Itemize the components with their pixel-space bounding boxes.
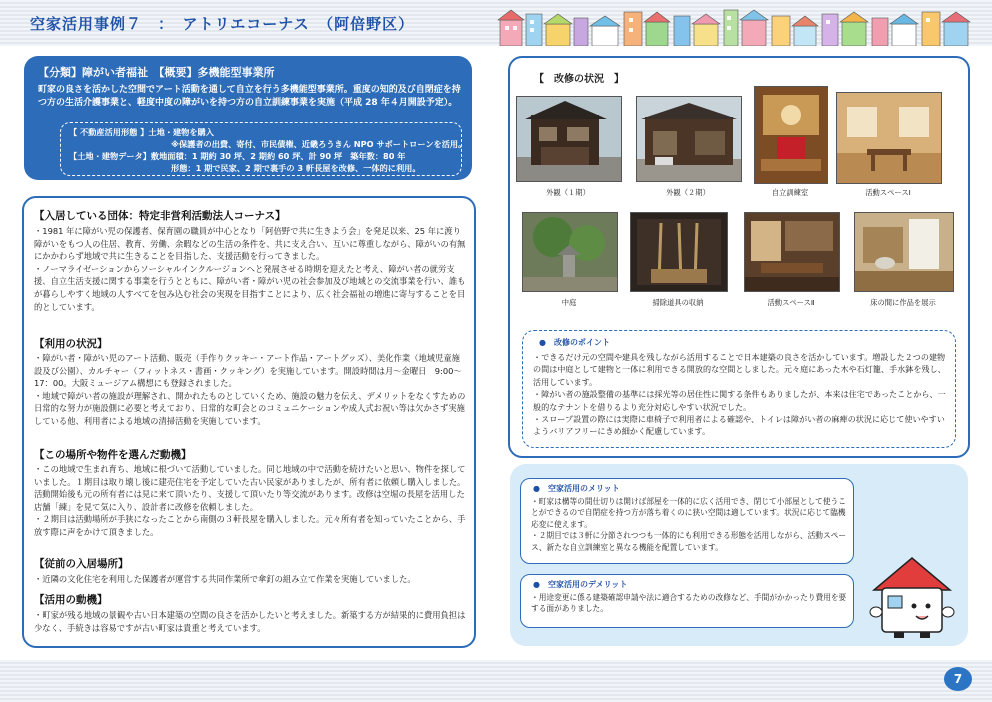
photo-caption: 中庭 [561,298,577,307]
section-body-motive-location [34,463,466,539]
paragraph: ・近隣の文化住宅を利用した保護者が運営する共同作業所で傘釘の組み立て作業を実施していました。 [34,574,416,584]
renovation-points-title: ● 改修のポイント [539,338,610,347]
section-heading-utilization-motive: 【活用の動機】 [34,594,108,606]
section-body-organization [34,225,466,313]
section-heading-motive-location: 【この場所や物件を選んだ動機】 [34,449,192,461]
house-mascot-illustration [866,550,958,640]
section-heading-organization: 【入居している団体：特定非営利活動法人コーナス】 [34,210,286,222]
photo-exterior-phase2 [636,96,742,182]
property-data-box [60,122,467,176]
photo-cleaning-storage [630,212,728,292]
merit-box [520,478,854,564]
demerit-title: ● 空家活用のデメリット [533,580,628,589]
townscape-illustration [496,6,976,46]
list-item: ・用途変更に係る建築確認申請や法に適合するための改修など、手間がかかったり費用を要する面がありました。 [531,593,847,614]
photo-caption: 活動スペースⅠ [865,188,911,197]
summary-box [24,56,472,180]
section-heading-usage: 【利用の状況】 [34,338,108,350]
list-item: ・スロープ設置の際には実際に車椅子で利用者による確認や、トイレは障がい者の麻痺の状況に応じて使いやすいようバリアフリーにきめ細かく配慮しています。 [533,414,945,437]
organization-details-box [22,196,476,648]
photo-activity-space-2 [744,212,840,292]
photo-caption: 床の間に作品を展示 [870,298,936,307]
property-site-data-row: 【土地・建物データ】敷地面積：1 期約 30 坪、2 期約 60 坪、計 90 坪 築年数：80 年 [69,151,406,161]
paragraph: ・地域で障がい者の施設が理解され、開かれたものとしていくため、施設の魅力を伝え、デメリットをなくすための日常的な努力が施設側に必要と考えており、日常的な町会とのコミュニケーションや成人式お祝い等は欠かさず実施している他、利用者による地域の清掃活動を実施しています。 [34,390,466,426]
property-usage-row: 【 不動産活用形態 】土地・建物を購入 [69,127,214,137]
photo-caption: 活動スペースⅡ [767,298,815,307]
section-heading-previous-location: 【従前の入居場所】 [34,558,129,570]
property-form-row: 形態：1 期で民家、2 期で裏手の 3 軒長屋を改修、一体的に利用。 [171,163,421,173]
section-body-previous-location [34,573,466,586]
list-item: ・町家は構等の間仕切りは開けば部屋を一体的に広く活用でき、閉じて小部屋として使うことができるので自閉症を持つ方が落ち着くのに狭い空間は適しています。状況に応じて臨機応変に使えます。 [531,497,846,529]
demerit-box [520,574,854,628]
paragraph: ・ノーマライゼーションからソーシャルインクルージョンへと発展させる時期を迎えたと考え、障がい者の就労支援、自立生活支援に関する事業を行うとともに、障がい者・障がい児の社会参加及び地域との交流事業を行い、誰もが暮らしやすく地域の人すべてを包み込む社会の実現を目指すことにより、広く社会福祉の増進に寄与することを目的としています。 [34,263,466,312]
photo-caption: 自立訓練室 [771,188,809,197]
renovation-points-list [533,351,947,438]
list-item: ・２期目では３軒に分節されつつも一体的にも利用できる形態を活用しながら、活動スペース、新たな自立訓練室と異なる機能を配置しています。 [531,531,847,552]
paragraph: ・町家が残る地域の景観や古い日本建築の空間の良さを活かしたいと考えました。新築する方が結果的に費用負担は少なく、手続きは容易ですが古い町家は貴重と考えています。 [34,610,466,633]
merit-list [531,496,847,553]
paragraph: ・この地域で生まれ育ち、地域に根づいて活動していました。同じ地域の中で活動を続けたいと思い、物件を探していました。１期目は取り壊し後に建売住宅を予定していた古い民家がありましたが、所有者に依頼し購入しました。活動開始後も元の所有者には見に来て頂いたり、支援して頂いたり等交流があります。改修は空堀の長屋を活用した店舗「練」を見て気に入り、設計者に改修を依頼しました。 [34,464,466,512]
list-item: ・できるだけ元の空間や建具を残しながら活用することで日本建築の良さを活かしています。増設した２つの建物の間は中庭として建物と一体に利用できる開放的な空間としました。元々庭にあった木や石灯籠、手水鉢を残し、活用しています。 [533,352,946,387]
page-header-band [0,0,992,46]
page-footer-band [0,660,992,702]
page-number: 7 [944,667,972,691]
paragraph: ・1981 年に障がい児の保護者、保育園の職員が中心となり「阿倍野で共に生きよう会」を発足以来、25 年に渡り障がいをもつ人の住居、教育、労働、余暇などの生活の条件を、共に支え合い、互いに尊重しながら、障がいの有無にかかわらず地域で共に生きることを目指した、支援活動を行ってきました。 [34,226,466,262]
renovation-points-box [522,330,956,448]
summary-text: 町家の良さを活かした空間でアート活動を通して自立を行う多機能型事業所。重度の知的及び自閉症を持つ方の生活介護事業と、軽度中度の障がいを持つ方の自立訓練事業を実施（平成 28 年４月開設予定）。 [38,85,461,108]
photo-training-room [754,86,828,184]
section-body-utilization-motive [34,609,466,634]
renovation-title: 【 改修の状況 】 [534,74,624,85]
paragraph: ・２期目は活動場所が手狭になったことから南側の３軒長屋を購入しました。元々所有者を知っていたことから、手放す際に声をかけて頂きました。 [34,514,466,537]
property-funding-note: ※保護者の出費、寄付、市民債権、近畿ろうきん NPO サポートローンを活用。 [171,139,467,149]
photo-caption: 外観（１期） [546,188,590,197]
photo-courtyard [522,212,618,292]
renovation-box [508,56,970,458]
photo-tokonoma-display [854,212,954,292]
photo-activity-space-1 [836,92,942,184]
photo-exterior-phase1 [516,96,622,182]
page-title: 空家活用事例７ ： アトリエコーナス （阿倍野区） [30,15,415,33]
merit-title: ● 空家活用のメリット [533,484,620,493]
paragraph: ・障がい者・障がい児のアート活動、販売（手作りクッキー・アート作品・アートグッズ）、美化作業（地域児童施設及び公園）、カルチャー（フィットネス・書画・クッキング）を実施しています。開設時間は月～金曜日 9:00～17：00。大阪ミュージアム構想にも登録されました。 [34,353,462,389]
photo-caption: 外観（２期） [666,188,710,197]
merit-demerit-panel [510,464,968,646]
demerit-list [531,592,847,615]
photo-caption: 掃除道具の収納 [652,298,704,307]
summary-heading: 【分類】障がい者福祉 【概要】多機能型事業所 [38,66,275,79]
section-body-usage [34,352,466,428]
list-item: ・障がい者の施設整備の基準には採光等の居住性に関する条件もありましたが、本来は住宅であったことから、一般的なテナントを借りるより充分対応しやすい状況でした。 [533,389,946,412]
